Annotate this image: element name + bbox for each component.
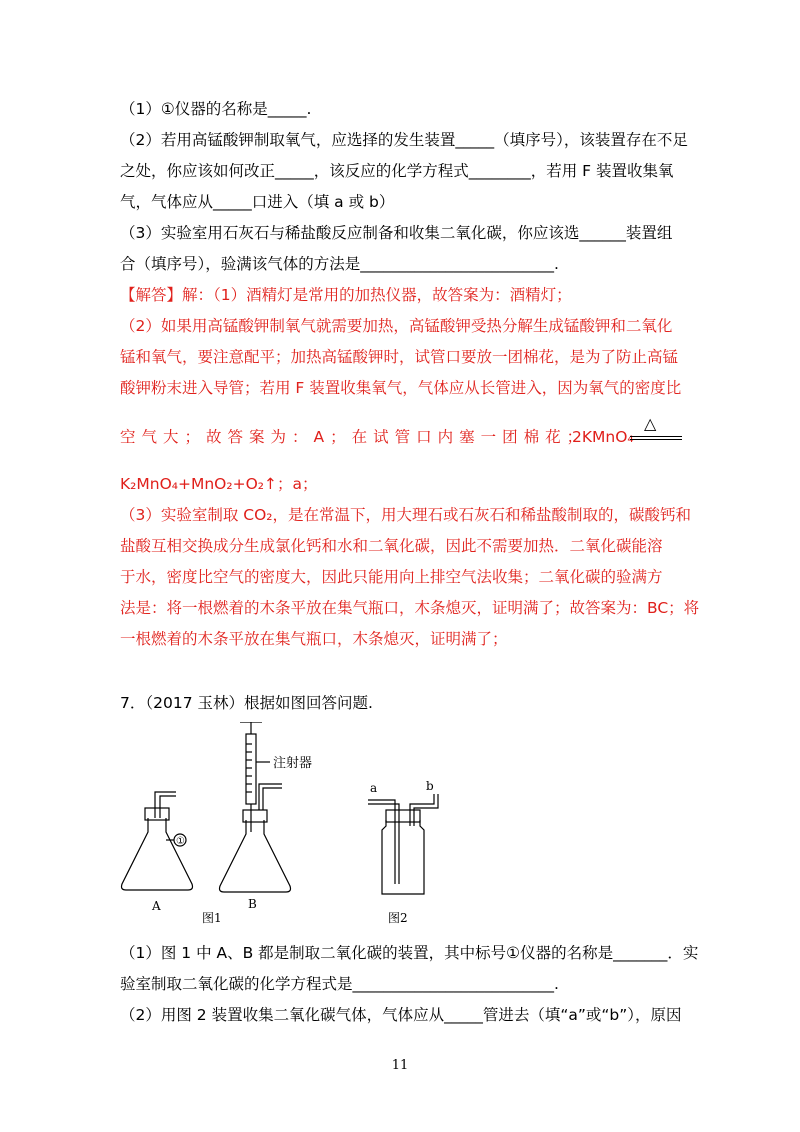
reaction-condition	[630, 416, 682, 444]
fig1-label: 图1	[202, 911, 222, 925]
q-line-2: （2）若用高锰酸钾制取氧气，应选择的发生装置_____（填序号），该装置存在不足	[120, 131, 688, 149]
port-b-label: b	[426, 779, 434, 793]
apparatus-diagram	[118, 722, 448, 932]
answer-line-11: 一根燃着的木条平放在集气瓶口，木条熄灭，证明满了；	[120, 630, 508, 648]
port-a-label: a	[370, 781, 378, 795]
answer-line-2: （2）如果用高锰酸钾制氧气就需要加热，高锰酸钾受热分解生成锰酸钾和二氧化	[120, 317, 673, 335]
fig2-label: 图2	[388, 911, 408, 925]
q7-title: 7．（2017 玉林）根据如图回答问题.	[120, 694, 373, 712]
label-a: A	[152, 899, 161, 913]
answer-line-3: 锰和氧气，要注意配平；加热高锰酸钾时，试管口要放一团棉花，是为了防止高锰	[120, 348, 679, 366]
gas-bottle	[368, 794, 438, 894]
q-line-5: （3）实验室用石灰石与稀盐酸反应制备和收集二氧化碳，你应该选______装置组	[120, 224, 673, 242]
heat-symbol: △	[644, 414, 657, 433]
q7-line-1: （1）图 1 中 A、B 都是制取二氧化碳的装置，其中标号①仪器的名称是_______．实	[120, 944, 699, 962]
answer-line-6: K₂MnO₄+MnO₂+O₂↑；a；	[120, 475, 318, 493]
syringe-label: 注射器	[273, 756, 313, 771]
q-line-1: （1）①仪器的名称是_____.	[120, 100, 312, 118]
apparatus-figure	[118, 722, 448, 932]
answer-line-7: （3）实验室制取 CO₂，是在常温下，用大理石或石灰石和稀盐酸制取的，碳酸钙和	[120, 506, 692, 524]
q7-line-3: （2）用图 2 装置收集二氧化碳气体，气体应从_____管进去（填“a”或“b”），原因	[120, 1006, 682, 1024]
answer-line-4: 酸钾粉末进入导管；若用 F 装置收集氧气，气体应从长管进入，因为氧气的密度比	[120, 379, 682, 397]
q-line-4: 气，气体应从_____口进入（填 a 或 b）	[120, 193, 395, 211]
q-line-3: 之处，你应该如何改正_____，该反应的化学方程式________，若用 F 装置收集氧	[120, 162, 674, 180]
answer-line-10: 法是：将一根燃着的木条平放在集气瓶口，木条熄灭，证明满了；故答案为：BC；将	[120, 599, 700, 617]
answer-line-5: 空气大；故答案为：A；在试管口内塞一团棉花；	[120, 428, 589, 446]
answer-line-9: 于水，密度比空气的密度大，因此只能用向上排空气法收集；二氧化碳的验满方	[120, 568, 663, 586]
label-one: ①	[176, 836, 185, 847]
equation-reactant: 2KMnO₄	[572, 428, 634, 446]
label-b: B	[248, 897, 257, 911]
page-number: 11	[391, 1058, 409, 1073]
flask-b	[220, 722, 291, 892]
answer-line-1: 【解答】解：（1）酒精灯是常用的加热仪器，故答案为：酒精灯；	[120, 286, 572, 304]
q-line-6: 合（填序号），验满该气体的方法是_________________________.	[120, 255, 559, 273]
q7-line-2: 验室制取二氧化碳的化学方程式是__________________________.	[120, 975, 559, 993]
answer-line-8: 盐酸互相交换成分生成氯化钙和水和二氧化碳，因此不需要加热．二氧化碳能溶	[120, 537, 663, 555]
